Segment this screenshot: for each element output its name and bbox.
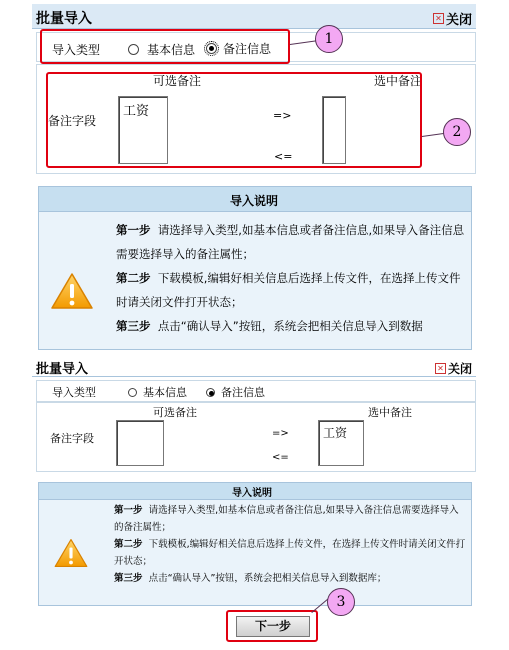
available-item[interactable]: 工资: [123, 104, 150, 119]
radio-basic[interactable]: [128, 384, 187, 400]
radio-note-label: 备注信息: [223, 42, 272, 56]
step-2-text: 下载模板,编辑好相关信息后选择上传文件，在选择上传文件时请关闭文件打开状态；: [116, 271, 461, 309]
import-type-label: 导入类型: [52, 43, 101, 57]
highlight-box-1: [40, 29, 290, 64]
next-step-label: 下一步: [254, 619, 291, 633]
callout-1: 1: [315, 25, 343, 53]
step-3: [114, 570, 466, 587]
step-2: [114, 536, 466, 570]
instructions-2-text: [114, 502, 466, 587]
next-step-button[interactable]: [236, 616, 310, 637]
close-label: 关闭: [446, 13, 473, 28]
field-label: 备注字段: [48, 114, 97, 128]
step-2-label: 第二步: [114, 539, 143, 550]
close-label: 关闭: [448, 362, 473, 376]
step-2-label: 第二步: [116, 271, 151, 285]
import-type-label: 导入类型: [52, 386, 96, 399]
warning-icon: [52, 538, 90, 568]
radio-basic-icon[interactable]: [128, 388, 137, 397]
selected-header: 选中备注: [368, 406, 412, 419]
panel-1-close-button[interactable]: [433, 9, 472, 28]
radio-basic-label: 基本信息: [143, 386, 187, 399]
panel-1-header: [32, 4, 476, 29]
move-right-button[interactable]: =>: [273, 109, 292, 122]
move-left-button[interactable]: <=: [274, 150, 293, 163]
step-1-text: 请选择导入类型,如基本信息或者备注信息,如果导入备注信息需要选择导入的备注属性；: [114, 505, 459, 533]
close-icon: ✕: [435, 363, 446, 374]
step-1: [114, 502, 466, 536]
available-header: 可选备注: [153, 74, 202, 88]
instructions-2-title: 导入说明: [232, 488, 272, 499]
radio-basic-label: 基本信息: [147, 43, 196, 57]
selected-header: 选中备注: [374, 74, 423, 88]
instructions-1-text: [116, 218, 466, 338]
panel-1-title: 批量导入: [36, 11, 92, 27]
step-3: [116, 314, 466, 338]
selected-item[interactable]: 工资: [323, 426, 348, 440]
selected-listbox[interactable]: [318, 420, 364, 466]
field-label: 备注字段: [50, 432, 94, 445]
step-3-label: 第三步: [114, 573, 143, 584]
move-left-button[interactable]: <=: [272, 452, 289, 463]
radio-note-icon[interactable]: [206, 388, 215, 397]
step-1-label: 第一步: [114, 505, 143, 516]
callout-2: 2: [443, 118, 471, 146]
radio-note[interactable]: [206, 384, 265, 400]
panel-2-header: [32, 356, 476, 377]
step-3-text: 点击“确认导入”按钮，系统会把相关信息导入到数据: [157, 319, 423, 333]
move-right-button[interactable]: =>: [272, 428, 289, 439]
step-1: [116, 218, 466, 266]
step-1-text: 请选择导入类型,如基本信息或者备注信息,如果导入备注信息需要选择导入的备注属性；: [116, 223, 465, 261]
step-3-label: 第三步: [116, 319, 151, 333]
callout-3: 3: [327, 588, 355, 616]
close-icon: ✕: [433, 13, 444, 24]
highlight-box-2: [46, 72, 422, 168]
available-listbox[interactable]: [116, 420, 164, 466]
radio-note-label: 备注信息: [221, 386, 265, 399]
step-3-text: 点击“确认导入”按钮，系统会把相关信息导入到数据库；: [148, 573, 387, 584]
step-2-text: 下载模板,编辑好相关信息后选择上传文件，在选择上传文件时请关闭文件打开状态；: [114, 539, 466, 567]
panel-2-close-button[interactable]: [435, 360, 472, 377]
panel-2-title: 批量导入: [36, 362, 89, 377]
instructions-1-title: 导入说明: [230, 194, 279, 208]
step-1-label: 第一步: [116, 223, 151, 237]
step-2: [116, 266, 466, 314]
available-header: 可选备注: [153, 406, 197, 419]
warning-icon: [50, 272, 94, 310]
